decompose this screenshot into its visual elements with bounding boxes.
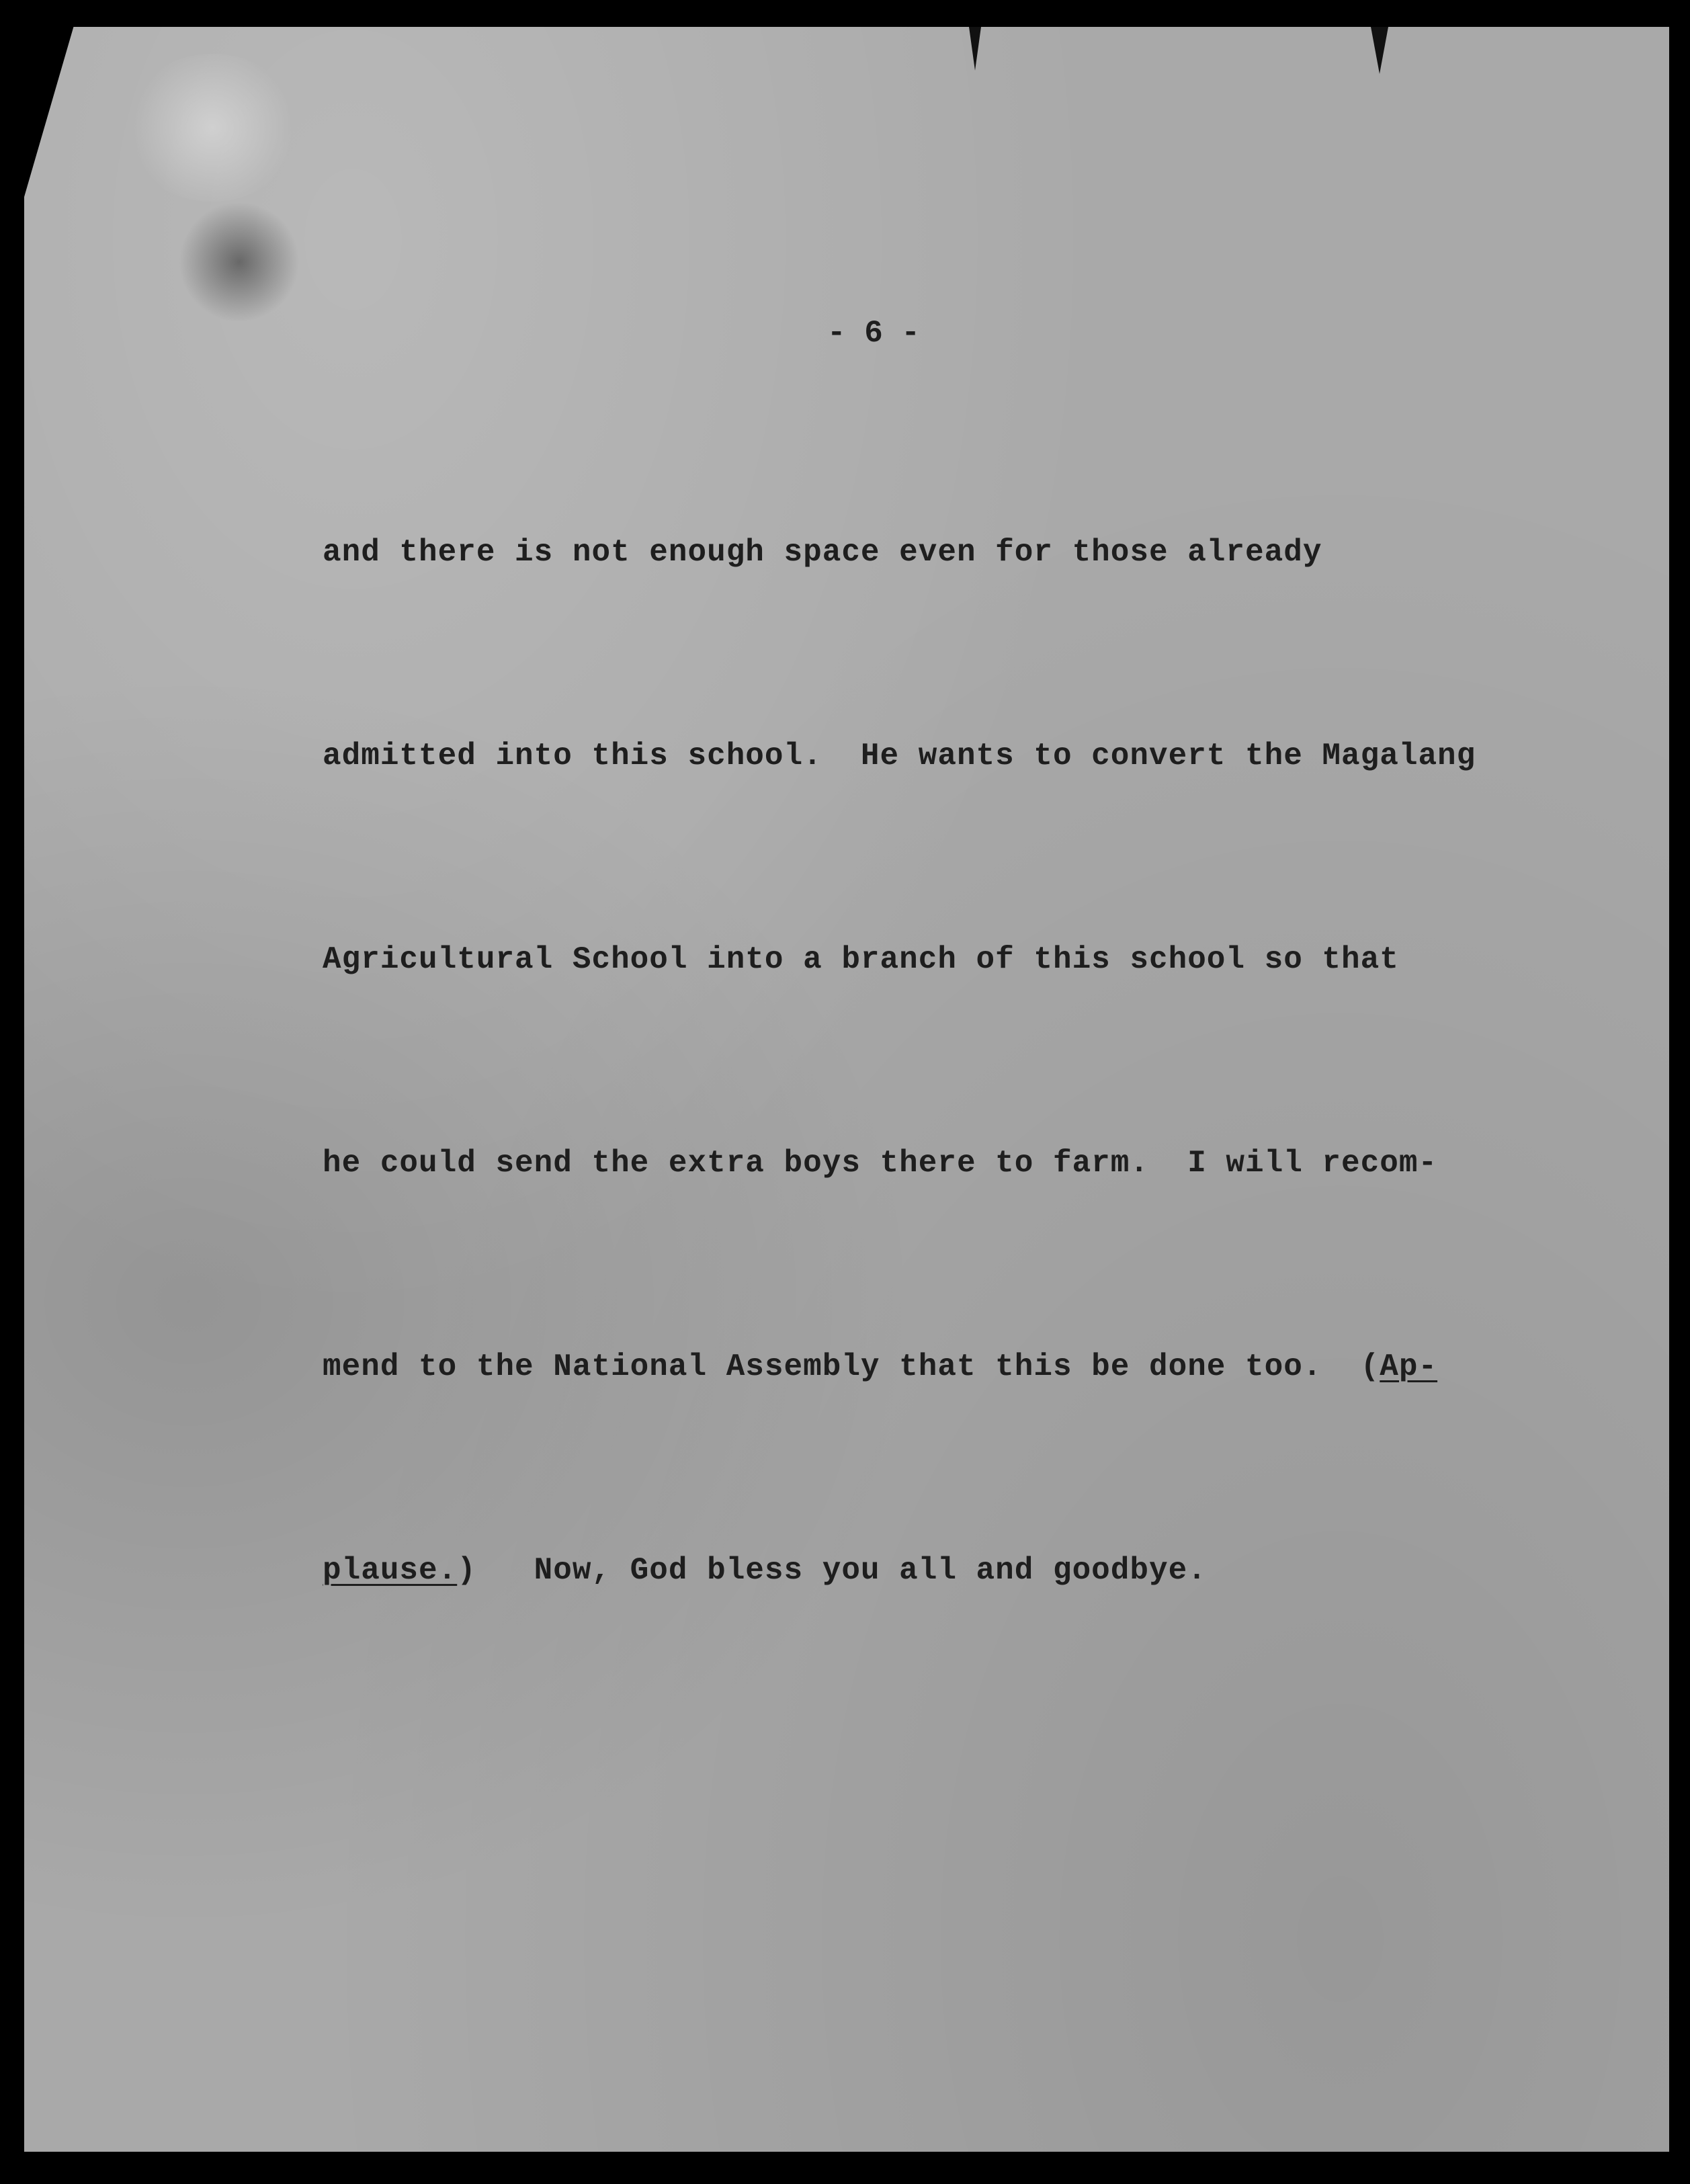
body-text [323,383,1476,1740]
text-segment: mend to the National Assembly that this be done too. ( [323,1349,1380,1384]
text-line: and there is not enough space even for those already [323,535,1322,570]
text-line: Agricultural School into a branch of this school so that [323,942,1399,977]
dark-stain [179,202,300,323]
text-line [323,1537,1476,1605]
page-number: - 6 - [827,316,921,351]
text-line [323,1333,1476,1401]
text-line: admitted into this school. He wants to convert the Magalang [323,739,1476,773]
text-segment: ) Now, God bless you all and goodbye. [457,1553,1207,1588]
underlined-text: plause. [323,1553,458,1588]
text-line: he could send the extra boys there to farm. I will recom- [323,1146,1438,1181]
underlined-text: Ap- [1380,1349,1438,1384]
light-stain [125,54,300,202]
